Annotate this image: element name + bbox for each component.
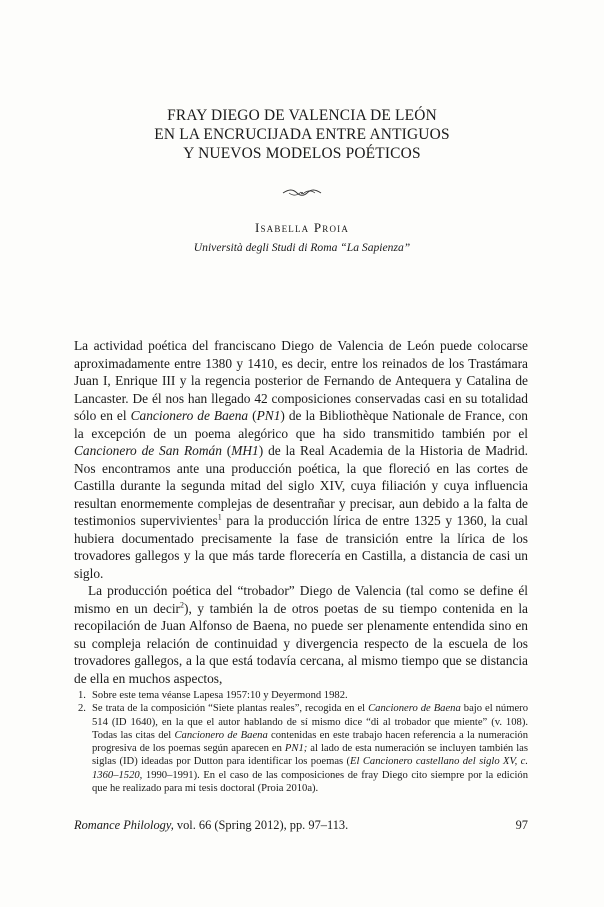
page-footer xyxy=(74,818,528,833)
journal-citation: Romance Philology, vol. 66 (Spring 2012), pp. 97–113. xyxy=(74,818,349,832)
journal-name: Romance Philology, xyxy=(74,818,174,832)
body-paragraph-2: La producción poética del “trobador” Diego de Valencia (tal como se define él mismo en un decir$^2$), y también la de otros poetas de su tiempo contenida en la recopilación de Juan Alfonso de Baena, no puede ser plenamente entendida sino en su compleja relación de continuidad y divergencia respecto de la escuela de los trovadores gallegos, a la que está todavía cercana, al mismo tiempo que se distancia de ella en muchos aspectos, xyxy=(74,583,528,686)
fleuron-ornament-icon xyxy=(281,188,323,198)
article-body xyxy=(74,337,528,687)
title-line-2: EN LA ENCRUCIJADA ENTRE ANTIGUOS xyxy=(154,126,450,143)
footnotes xyxy=(78,689,528,795)
footnote-2 xyxy=(78,702,528,795)
article-title xyxy=(0,106,604,163)
footnote-ref-2[interactable]: 2 xyxy=(180,600,184,610)
title-line-3: Y NUEVOS MODELOS POÉTICOS xyxy=(183,145,421,162)
author-name: Isabella Proia xyxy=(254,220,350,235)
body-paragraph-1: La actividad poética del franciscano Diego de Valencia de León puede colocarse aproximadamente entre 1380 y 1410, es decir, entre los reinados de los Trastámara Juan I, Enrique III y la regencia posterior de Fernando de Antequera y Catalina de Lancaster. De él nos han llegado 42 composiciones conservadas casi en su totalidad sólo en el Cancionero de Baena (PN1) de la Bibliothèque Nationale de France, con la excepción de un poema alegórico que ha sido transmitido también por el Cancionero de San Román (MH1) de la Real Academia de la Historia de Madrid. Nos encontramos ante una producción poética, la que floreció en las cortes de Castilla durante la segunda mitad del siglo XIV, cuya filiación y cuya influencia resultan enormemente complejas de desentrañar y precisar, aun debido a la falta de testimonios supervivientes$^1$ para la producción lírica de entre 1325 y 1360, la cual hubiera documentado precisamente la fase de transición entre la lírica de los trovadores gallegos y la que más tarde florecería en Castilla, a distancia de casi un siglo. xyxy=(74,338,529,581)
title-line-1: FRAY DIEGO DE VALENCIA DE LEÓN xyxy=(167,107,437,124)
footnote-number: 2. xyxy=(78,703,86,715)
footnote-text: Sobre este tema véanse Lapesa 1957:10 y Deyermond 1982. xyxy=(92,690,348,701)
footnote-number: 1. xyxy=(78,690,86,701)
footnote-1 xyxy=(78,689,528,702)
author-affiliation: Università degli Studi di Roma “La Sapienza” xyxy=(193,241,411,254)
footnote-text: Se trata de la composición “Siete plantas reales”, recogida en el Cancionero de Baena bajo el número 514 (ID 1640), en la que el autor hablando de sí mismo dice “di al trobador que miente” (v. 108). Todas las citas del Cancionero de Baena contenidas en este trabajo hacen referencia a la numeración progresiva de los poemas según aparecen en PN1; al lado de esta numeración se incluyen también las siglas (ID) ideadas por Dutton para identificar los poemas (El Cancionero castellano del siglo XV, c. 1360–1520, 1990–1991). En el caso de las composiciones de fray Diego cito siempre por la edición que he realizado para mi tesis doctoral (Proia 2010a). xyxy=(92,703,529,795)
footnote-ref-1[interactable]: 1 xyxy=(217,512,222,522)
page-number: 97 xyxy=(515,818,528,832)
